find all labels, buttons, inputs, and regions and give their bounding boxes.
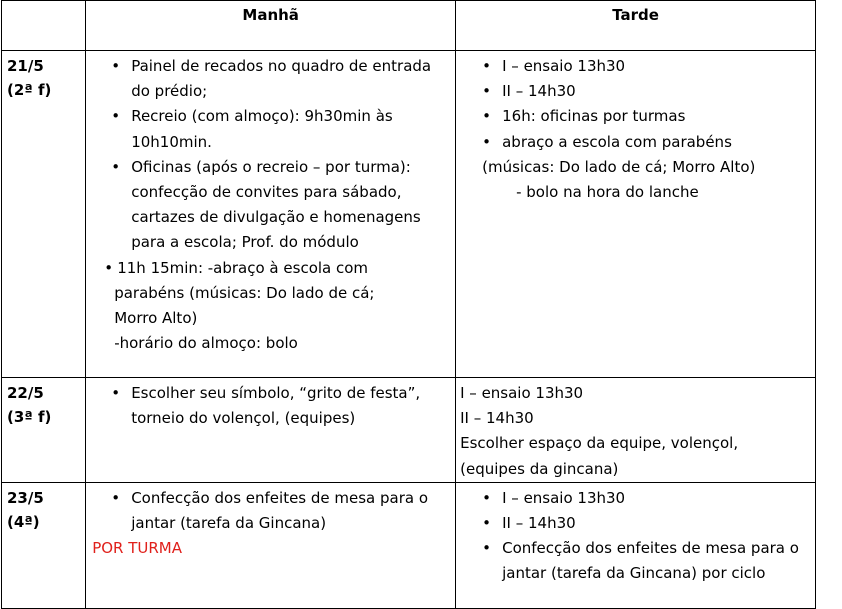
morning-list xyxy=(90,54,451,281)
bullet-icon: • xyxy=(111,488,121,507)
list-item: • Oficinas (após o recreio – por turma): confecção de convites para sábado, cartazes de divulgação e homenagens para a escola; Prof. do módulo xyxy=(90,155,451,256)
date-label: 22/5 xyxy=(7,384,44,402)
afternoon-list xyxy=(460,54,811,155)
list-item: • Escolher seu símbolo, “grito de festa”, torneio do volençol, (equipes) xyxy=(90,381,451,431)
afternoon-cell xyxy=(456,51,816,378)
bullet-icon: • xyxy=(111,57,121,75)
date-cell xyxy=(2,482,86,608)
bullet-icon: • xyxy=(111,157,121,176)
header-afternoon: Tarde xyxy=(456,1,816,51)
afternoon-cell xyxy=(456,378,816,483)
date-cell xyxy=(2,51,86,378)
bullet-icon: • xyxy=(111,107,121,126)
list-item: • II – 14h30 xyxy=(460,511,811,536)
morning-cell xyxy=(86,482,456,608)
bullet-icon: • xyxy=(104,258,114,277)
schedule-table xyxy=(1,0,816,609)
list-item: • II – 14h30 xyxy=(460,79,811,104)
header-row xyxy=(2,1,816,51)
morning-cell xyxy=(86,378,456,483)
continuation-line: -horário do almoço: bolo xyxy=(114,334,298,353)
highlight-text: POR TURMA xyxy=(92,539,183,558)
text-line: Escolher espaço da equipe, volençol, xyxy=(460,434,739,453)
bullet-icon: • xyxy=(482,488,491,507)
afternoon-cell xyxy=(456,482,816,608)
morning-list xyxy=(90,381,451,431)
table-row xyxy=(2,51,816,378)
list-item: • I – ensaio 13h30 xyxy=(460,486,811,511)
text-line: II – 14h30 xyxy=(460,409,534,428)
table-row xyxy=(2,378,816,483)
bullet-icon: • xyxy=(482,514,491,533)
morning-list xyxy=(90,486,451,536)
continuation-line: Morro Alto) xyxy=(114,309,198,328)
header-morning: Manhã xyxy=(86,1,456,51)
header-date-cell xyxy=(2,1,86,51)
date-cell xyxy=(2,378,86,483)
bullet-icon: • xyxy=(482,132,491,151)
weekday-label: (3ª f) xyxy=(7,408,52,426)
bullet-icon: • xyxy=(482,82,491,101)
list-item: • Confecção dos enfeites de mesa para o jantar (tarefa da Gincana) por ciclo xyxy=(460,536,811,586)
list-item: • abraço a escola com parabéns xyxy=(460,130,811,155)
list-item: • I – ensaio 13h30 xyxy=(460,54,811,79)
date-label: 23/5 xyxy=(7,488,44,507)
table-row xyxy=(2,482,816,608)
continuation-line: (músicas: Do lado de cá; Morro Alto) xyxy=(482,157,756,176)
weekday-label: (4ª) xyxy=(7,512,40,531)
continuation-line: parabéns (músicas: Do lado de cá; xyxy=(114,283,375,302)
morning-cell xyxy=(86,51,456,378)
afternoon-list xyxy=(460,486,811,587)
list-item: • Confecção dos enfeites de mesa para o jantar (tarefa da Gincana) xyxy=(90,486,451,536)
list-item: • Painel de recados no quadro de entrada do prédio; xyxy=(90,54,451,104)
bullet-icon: • xyxy=(482,57,491,75)
bullet-icon: • xyxy=(482,539,491,558)
list-item: • 16h: oficinas por turmas xyxy=(460,104,811,129)
list-item: • 11h 15min: -abraço à escola com xyxy=(90,256,451,281)
weekday-label: (2ª f) xyxy=(7,81,52,99)
date-label: 21/5 xyxy=(7,57,44,75)
bullet-icon: • xyxy=(111,384,121,402)
bullet-icon: • xyxy=(482,107,491,126)
text-line: I – ensaio 13h30 xyxy=(460,384,584,402)
text-line: (equipes da gincana) xyxy=(460,459,619,478)
continuation-line: - bolo na hora do lanche xyxy=(516,183,699,202)
list-item: • Recreio (com almoço): 9h30min às 10h10min. xyxy=(90,104,451,154)
